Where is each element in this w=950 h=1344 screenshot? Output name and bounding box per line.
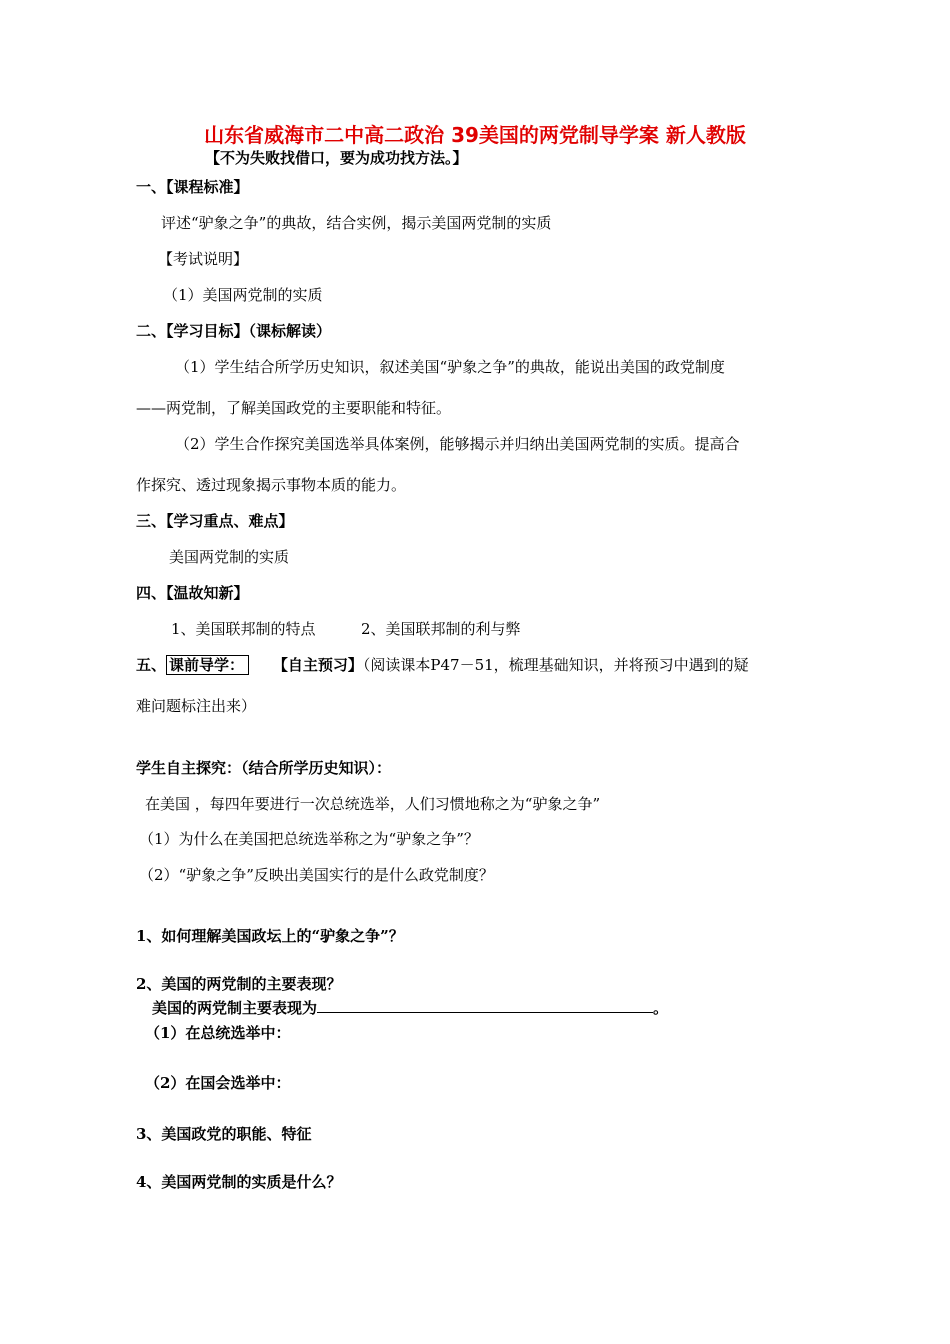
question-4: 4、美国两党制的实质是什么？ xyxy=(136,1173,342,1191)
explore-heading: 学生自主探究：（结合所学历史知识）： xyxy=(136,759,392,777)
section-2-para-1-cont: ——两党制，了解美国政党的主要职能和特征。 xyxy=(136,399,452,417)
question-2-part-a: （1）在总统选举中： xyxy=(145,1024,291,1042)
section-2-para-2-cont: 作探究、透过现象揭示事物本质的能力。 xyxy=(136,476,407,494)
document-title: 山东省威海市二中高二政治 39美国的两党制导学案 新人教版 xyxy=(204,123,746,147)
question-2-fill-line xyxy=(152,998,668,1018)
section-5-tag: 【自主预习】 xyxy=(272,656,363,674)
question-2: 2、美国的两党制的主要表现？ xyxy=(136,975,342,993)
section-5-boxed-label: 课前导学： xyxy=(166,655,249,675)
question-2-fill-prefix: 美国的两党制主要表现为 xyxy=(152,999,318,1017)
section-1-item: （1）美国两党制的实质 xyxy=(163,286,323,304)
question-2-fill-suffix: 。 xyxy=(653,999,669,1017)
question-2-answer-blank[interactable] xyxy=(317,998,653,1013)
motto: 【不为失败找借口，要为成功找方法。】 xyxy=(205,149,468,167)
question-1: 1、如何理解美国政坛上的“驴象之争”？ xyxy=(136,927,404,945)
section-1-text: 评述“驴象之争”的典故，结合实例，揭示美国两党制的实质 xyxy=(161,214,552,232)
section-4-item-2: 2、美国联邦制的利与弊 xyxy=(361,620,521,638)
section-2-para-2: （2）学生合作探究美国选举具体案例，能够揭示并归纳出美国两党制的实质。提高合 xyxy=(175,435,740,453)
section-4-item-1: 1、美国联邦制的特点 xyxy=(171,620,316,638)
explore-question-1: （1）为什么在美国把总统选举称之为“驴象之争”？ xyxy=(139,830,479,848)
question-2-part-b: （2）在国会选举中： xyxy=(145,1074,291,1092)
section-4-heading: 四、【温故知新】 xyxy=(136,584,249,602)
section-2-para-1: （1）学生结合所学历史知识，叙述美国“驴象之争”的典故，能说出美国的政党制度 xyxy=(175,358,725,376)
section-1-heading: 一、【课程标准】 xyxy=(136,178,249,196)
section-5-instruction-cont: 难问题标注出来） xyxy=(136,697,257,715)
section-5-line xyxy=(136,655,749,675)
section-2-heading: 二、【学习目标】（课标解读） xyxy=(136,322,332,340)
explore-intro: 在美国 ，每四年要进行一次总统选举，人们习惯地称之为“驴象之争” xyxy=(145,795,601,813)
section-5-number: 五、 xyxy=(136,656,167,674)
section-5-instruction: （阅读课本P47－51，梳理基础知识，并将预习中遇到的疑 xyxy=(362,656,749,674)
question-3: 3、美国政党的职能、特征 xyxy=(136,1125,312,1143)
section-3-heading: 三、【学习重点、难点】 xyxy=(136,512,294,530)
section-3-text: 美国两党制的实质 xyxy=(169,548,290,566)
explore-question-2: （2）“驴象之争”反映出美国实行的是什么政党制度？ xyxy=(139,866,494,884)
section-1-sub-heading: 【考试说明】 xyxy=(158,250,249,268)
